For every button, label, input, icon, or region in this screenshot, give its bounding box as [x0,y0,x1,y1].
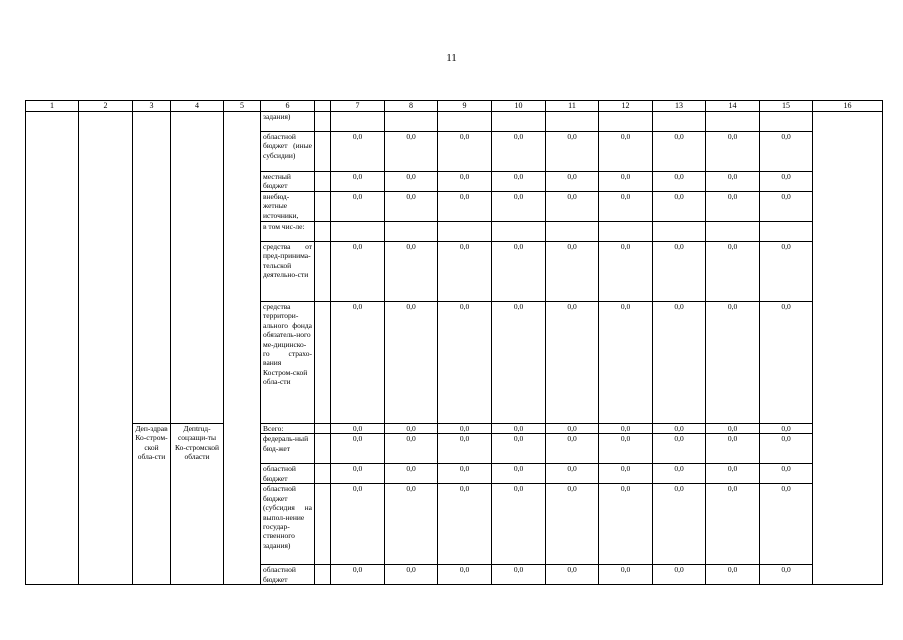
column-header: 13 [653,101,706,112]
value-cell: 0,0 [331,424,385,434]
column-header: 1 [26,101,79,112]
value-cell: 0,0 [760,565,813,585]
value-cell [760,222,813,242]
value-cell: 0,0 [546,172,599,192]
value-cell [385,222,438,242]
value-cell: 0,0 [385,192,438,222]
funding-source-label: областной бюджет (иные субсидии) [261,132,315,172]
column-header: 2 [79,101,133,112]
value-cell: 0,0 [760,464,813,484]
value-cell: 0,0 [706,242,760,302]
value-cell: 0,0 [492,565,546,585]
column-header: 4 [171,101,224,112]
value-cell: 0,0 [331,172,385,192]
value-cell: 0,0 [546,242,599,302]
value-cell [331,112,385,132]
column-header: 11 [546,101,599,112]
col1-cell [26,112,79,585]
value-cell: 0,0 [331,132,385,172]
value-cell: 0,0 [760,132,813,172]
value-cell: 0,0 [492,424,546,434]
value-cell: 0,0 [599,132,653,172]
value-cell [546,222,599,242]
value-cell: 0,0 [385,424,438,434]
value-cell: 0,0 [546,434,599,464]
value-cell: 0,0 [760,424,813,434]
value-cell: 0,0 [492,132,546,172]
value-cell: 0,0 [492,172,546,192]
value-cell: 0,0 [653,484,706,565]
value-cell [492,222,546,242]
value-cell: 0,0 [331,192,385,222]
funding-source-label: задания) [261,112,315,132]
narrow-cell [315,132,331,172]
value-cell: 0,0 [599,172,653,192]
column-header: 12 [599,101,653,112]
narrow-cell [315,565,331,585]
value-cell: 0,0 [706,424,760,434]
col3-cell [133,112,171,424]
value-cell: 0,0 [760,192,813,222]
value-cell: 0,0 [706,565,760,585]
value-cell: 0,0 [385,565,438,585]
value-cell: 0,0 [546,464,599,484]
value-cell: 0,0 [706,302,760,424]
value-cell: 0,0 [385,132,438,172]
value-cell: 0,0 [706,484,760,565]
table-row [26,424,883,434]
value-cell [331,222,385,242]
value-cell: 0,0 [706,132,760,172]
value-cell: 0,0 [706,192,760,222]
value-cell: 0,0 [760,172,813,192]
value-cell: 0,0 [653,172,706,192]
value-cell: 0,0 [492,484,546,565]
narrow-cell [315,172,331,192]
funding-source-label: областной бюджет (субсидия на выпол-нение государ-ственного задания) [261,484,315,565]
header-row [26,101,883,112]
value-cell: 0,0 [438,424,492,434]
column-header: 8 [385,101,438,112]
value-cell: 0,0 [331,242,385,302]
value-cell: 0,0 [331,565,385,585]
value-cell: 0,0 [760,302,813,424]
value-cell: 0,0 [653,192,706,222]
value-cell: 0,0 [599,242,653,302]
budget-table [25,100,883,585]
value-cell: 0,0 [599,565,653,585]
value-cell: 0,0 [546,484,599,565]
value-cell: 0,0 [438,434,492,464]
col5-cell [224,112,261,585]
column-header: 15 [760,101,813,112]
value-cell: 0,0 [653,464,706,484]
value-cell: 0,0 [492,434,546,464]
value-cell: 0,0 [599,192,653,222]
funding-source-label: федераль-ный бюд-жет [261,434,315,464]
column-header: 16 [813,101,883,112]
funding-source-label: Всего: [261,424,315,434]
value-cell: 0,0 [760,484,813,565]
value-cell: 0,0 [438,172,492,192]
value-cell [653,112,706,132]
column-header [315,101,331,112]
value-cell: 0,0 [599,464,653,484]
value-cell [438,222,492,242]
funding-source-label: областной бюджет [261,464,315,484]
col4-cell [171,112,224,424]
narrow-cell [315,302,331,424]
responsible-org-social: Депtruд-соцзащи-ты Ко-стромской области [171,424,224,585]
value-cell: 0,0 [385,434,438,464]
col2-cell [79,112,133,585]
value-cell: 0,0 [760,242,813,302]
value-cell: 0,0 [653,424,706,434]
responsible-org-health: Деп-здрав Ко-стром-ской обла-сти [133,424,171,585]
column-header: 6 [261,101,315,112]
value-cell: 0,0 [438,484,492,565]
page-number: 11 [446,52,457,64]
value-cell [492,112,546,132]
funding-source-label: местный бюджет [261,172,315,192]
value-cell: 0,0 [492,192,546,222]
value-cell: 0,0 [385,484,438,565]
column-header: 7 [331,101,385,112]
value-cell: 0,0 [438,565,492,585]
value-cell: 0,0 [599,424,653,434]
value-cell [385,112,438,132]
value-cell: 0,0 [438,242,492,302]
value-cell: 0,0 [546,424,599,434]
value-cell: 0,0 [385,464,438,484]
col16-cell [813,112,883,585]
value-cell: 0,0 [546,565,599,585]
value-cell [599,112,653,132]
funding-source-label: в том чис-ле: [261,222,315,242]
narrow-cell [315,424,331,434]
value-cell: 0,0 [492,302,546,424]
value-cell: 0,0 [385,172,438,192]
narrow-cell [315,434,331,464]
value-cell: 0,0 [385,302,438,424]
value-cell: 0,0 [492,464,546,484]
value-cell: 0,0 [653,434,706,464]
column-header: 5 [224,101,261,112]
narrow-cell [315,484,331,565]
narrow-cell [315,192,331,222]
value-cell: 0,0 [653,302,706,424]
value-cell [653,222,706,242]
value-cell [760,112,813,132]
value-cell [546,112,599,132]
column-header: 14 [706,101,760,112]
value-cell: 0,0 [331,302,385,424]
value-cell: 0,0 [546,132,599,172]
value-cell: 0,0 [438,192,492,222]
column-header: 10 [492,101,546,112]
value-cell: 0,0 [653,132,706,172]
value-cell [438,112,492,132]
value-cell [599,222,653,242]
funding-source-label: внебюд-жетные источники, [261,192,315,222]
value-cell: 0,0 [706,172,760,192]
value-cell: 0,0 [599,302,653,424]
narrow-cell [315,464,331,484]
narrow-cell [315,112,331,132]
column-header: 3 [133,101,171,112]
value-cell: 0,0 [653,242,706,302]
value-cell: 0,0 [546,192,599,222]
value-cell: 0,0 [546,302,599,424]
narrow-cell [315,222,331,242]
value-cell: 0,0 [492,242,546,302]
value-cell: 0,0 [331,434,385,464]
funding-source-label: областной бюджет [261,565,315,585]
value-cell: 0,0 [653,565,706,585]
value-cell: 0,0 [331,484,385,565]
value-cell: 0,0 [331,464,385,484]
value-cell [706,112,760,132]
value-cell: 0,0 [599,484,653,565]
column-header: 9 [438,101,492,112]
value-cell: 0,0 [599,434,653,464]
value-cell: 0,0 [438,464,492,484]
value-cell: 0,0 [385,242,438,302]
narrow-cell [315,242,331,302]
funding-source-label: средства от пред-принима-тельской деятельно-сти [261,242,315,302]
value-cell: 0,0 [438,132,492,172]
value-cell: 0,0 [706,464,760,484]
value-cell [706,222,760,242]
funding-source-label: средства территори-ального фонда обязатель-ного ме-дицинско-го страхо-вания Костром-ской обла-сти [261,302,315,424]
value-cell: 0,0 [706,434,760,464]
value-cell: 0,0 [438,302,492,424]
table-row [26,112,883,132]
value-cell: 0,0 [760,434,813,464]
